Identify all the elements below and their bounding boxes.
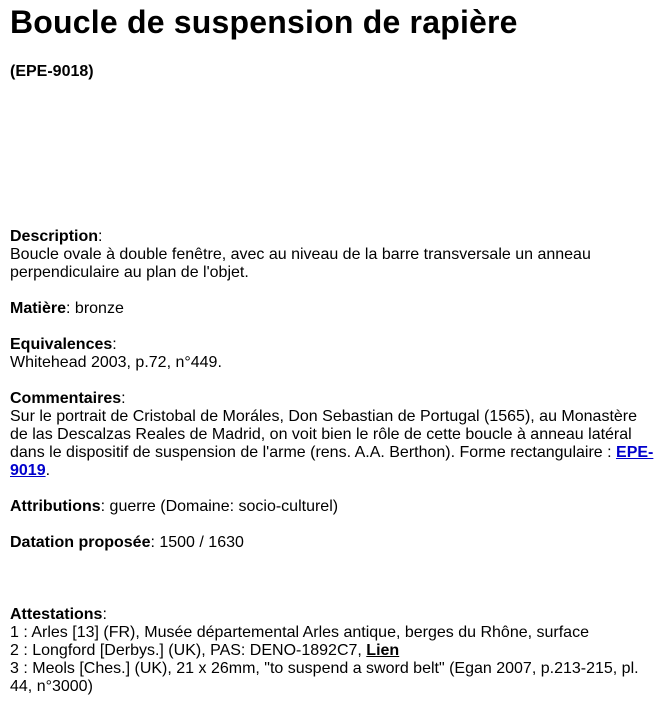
attributions-label: Attributions xyxy=(10,498,101,515)
datation-label: Datation proposée xyxy=(10,534,151,551)
description-section: Description: Boucle ovale à double fenêtre, avec au niveau de la barre transversale un anneau perpendiculaire au plan de l'objet. xyxy=(10,228,591,281)
reference-code: (EPE-9018) xyxy=(10,63,94,80)
record-content xyxy=(10,228,658,714)
attributions-value: guerre (Domaine: socio-culturel) xyxy=(109,498,339,515)
equivalences-label: Equivalences xyxy=(10,336,113,353)
matiere-value: bronze xyxy=(74,300,124,317)
commentaires-section: Commentaires: Sur le portrait de Cristobal de Moráles, Don Sebastian de Portugal (1565), au Monastère de las Descalzas Reales de Madrid, on voit bien le rôle de cette boucle à anneau latéral dans le dispositif de suspension de l'arme (rens. A.A. Berthon). Forme rectangulaire : EPE-9019. xyxy=(10,390,654,479)
commentaires-text: Sur le portrait de Cristobal de Moráles, Don Sebastian de Portugal (1565), au Monastère de las Descalzas Reales de Madrid, on voit bien le rôle de cette boucle à anneau latéral dans le dispositif de suspension de l'arme (rens. A.A. Berthon). Forme rectangulaire : xyxy=(10,408,638,461)
attestations-section: Attestations: 1 : Arles [13] (FR), Musée départemental Arles antique, berges du Rhône, surface 2 : Longford [Derbys.] (UK), PAS: DENO-1892C7, Lien 3 : Meols [Ches.] (UK), 21 x 26mm, "to suspend a sword belt" (Egan 2007, p.213-215, pl. 44, n°3000) xyxy=(10,606,639,695)
page-title: Boucle de suspension de rapière xyxy=(10,4,518,40)
datation-section: Datation proposée: 1500 / 1630 xyxy=(10,534,244,551)
spacer xyxy=(10,570,658,606)
commentaires-label: Commentaires xyxy=(10,390,122,407)
epe-9019-link[interactable]: EPE-9019 xyxy=(10,444,654,479)
datation-value: 1500 / 1630 xyxy=(159,534,244,551)
description-label: Description xyxy=(10,228,99,245)
attestations-label: Attestations xyxy=(10,606,103,623)
attestation-item-2: 2 : Longford [Derbys.] (UK), PAS: DENO-1892C7, xyxy=(10,642,367,659)
attributions-section: Attributions: guerre (Domaine: socio-culturel) xyxy=(10,498,339,515)
equivalences-text: Whitehead 2003, p.72, n°449. xyxy=(10,354,222,371)
attestation-item-1: 1 : Arles [13] (FR), Musée départemental Arles antique, berges du Rhône, surface xyxy=(10,624,589,641)
pas-link[interactable]: Lien xyxy=(366,642,400,659)
attestation-item-3: 3 : Meols [Ches.] (UK), 21 x 26mm, "to suspend a sword belt" (Egan 2007, p.213-215, pl. 44, n°3000) xyxy=(10,660,639,695)
matiere-section: Matière: bronze xyxy=(10,300,124,317)
description-text: Boucle ovale à double fenêtre, avec au niveau de la barre transversale un anneau perpendiculaire au plan de l'objet. xyxy=(10,246,591,281)
matiere-label: Matière xyxy=(10,300,67,317)
equivalences-section: Equivalences: Whitehead 2003, p.72, n°449. xyxy=(10,336,222,371)
